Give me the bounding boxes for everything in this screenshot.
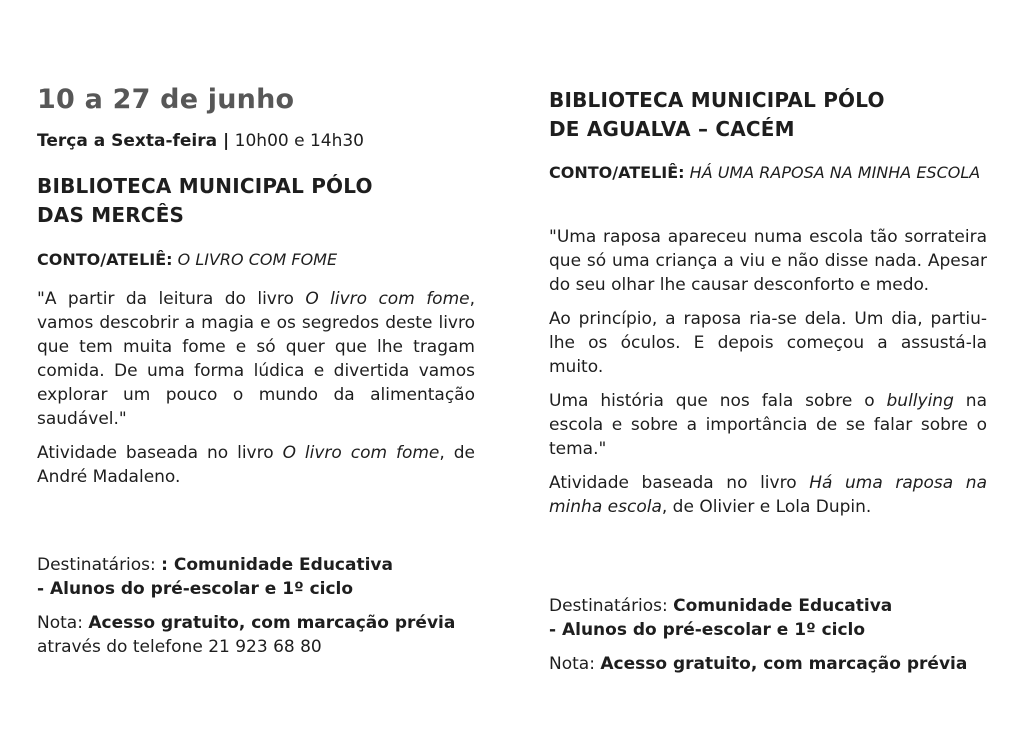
event-schedule xyxy=(37,131,364,151)
venue-title-line2: DE AGUALVA – CACÉM xyxy=(549,117,795,141)
venue-title-line1: BIBLIOTECA MUNICIPAL PÓLO xyxy=(549,88,885,112)
venue-title xyxy=(37,172,373,230)
note-label: Nota: xyxy=(549,654,601,674)
event-date: 10 a 27 de junho xyxy=(37,84,295,115)
atelier-heading xyxy=(549,160,987,185)
description-paragraph: Atividade baseada no livro Há uma raposa na minha escola, de Olivier e Lola Dupin. xyxy=(549,473,987,517)
note-label: Nota: xyxy=(37,613,89,633)
description-paragraph: "Uma raposa apareceu numa escola tão sorrateira que só uma criança a viu e não disse nada. Apesar do seu olhar lhe causar desconforto e medo. xyxy=(549,227,987,295)
event-info xyxy=(37,553,475,669)
audience-value-detail: - Alunos do pré-escolar e 1º ciclo xyxy=(549,620,866,640)
audience xyxy=(549,594,987,642)
audience-label: Destinatários: xyxy=(549,596,674,616)
audience-value: Comunidade Educativa xyxy=(673,596,893,616)
description xyxy=(37,287,475,499)
audience-value: : Comunidade Educativa xyxy=(161,555,393,575)
note xyxy=(549,652,987,676)
event-hours: 10h00 e 14h30 xyxy=(234,131,364,151)
audience-value-detail: - Alunos do pré-escolar e 1º ciclo xyxy=(37,579,354,599)
atelier-title: HÁ UMA RAPOSA NA MINHA ESCOLA xyxy=(689,163,981,182)
audience xyxy=(37,553,475,601)
atelier-label: CONTO/ATELIÊ: xyxy=(37,250,173,269)
audience-label: Destinatários: xyxy=(37,555,162,575)
description-paragraph: Ao princípio, a raposa ria-se dela. Um dia, partiu-lhe os óculos. E depois começou a assustá-la muito. xyxy=(549,309,987,377)
note xyxy=(37,611,475,659)
atelier-title: O LIVRO COM FOME xyxy=(177,250,338,269)
description-paragraph: "A partir da leitura do livro O livro com fome, vamos descobrir a magia e os segredos deste livro que tem muita fome e só quer que lhe tragam comida. De uma forma lúdica e divertida vamos explorar um pouco o mundo da alimentação saudável." xyxy=(37,289,476,429)
venue-title-line1: BIBLIOTECA MUNICIPAL PÓLO xyxy=(37,174,373,198)
description-paragraph: Atividade baseada no livro O livro com fome, de André Madaleno. xyxy=(37,443,476,487)
atelier-heading xyxy=(37,247,337,272)
description xyxy=(549,225,987,529)
weekdays-label: Terça a Sexta-feira | xyxy=(37,131,230,151)
note-value: Acesso gratuito, com marcação prévia xyxy=(88,613,456,633)
event-info xyxy=(549,594,987,686)
description-paragraph: Uma história que nos fala sobre o bullying na escola e sobre a importância de se falar sobre o tema." xyxy=(549,391,987,459)
booking-phone: através do telefone 21 923 68 80 xyxy=(37,637,322,657)
note-value: Acesso gratuito, com marcação prévia xyxy=(600,654,968,674)
venue-title xyxy=(549,86,885,144)
atelier-label: CONTO/ATELIÊ: xyxy=(549,163,685,182)
venue-title-line2: DAS MERCÊS xyxy=(37,203,185,227)
